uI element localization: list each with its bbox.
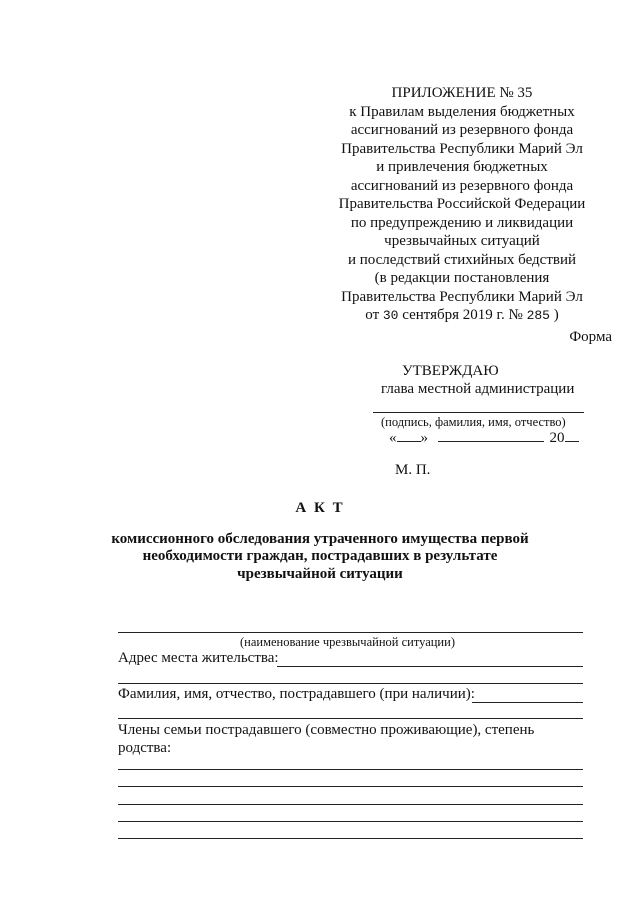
appendix-line: Правительства Республики Марий Эл	[341, 140, 583, 157]
appendix-line: чрезвычайных ситуаций	[384, 233, 540, 249]
name-label: Фамилия, имя, отчество, пострадавшего (при наличии):	[118, 686, 475, 702]
appendix-line: Правительства Российской Федерации	[338, 196, 586, 212]
appendix-line: по предупреждению и ликвидации	[350, 214, 574, 231]
signature-line[interactable]	[373, 412, 584, 413]
appendix-line: ассигнований из резервного фонда	[350, 122, 574, 138]
approval-date-line	[389, 430, 579, 447]
appendix-line: ассигнований из резервного фонда	[350, 177, 574, 194]
date-day: 30	[382, 308, 399, 323]
address-line[interactable]	[277, 666, 583, 667]
year-prefix: 20	[549, 430, 565, 446]
appendix-title: ПРИЛОЖЕНИЕ № 35	[391, 85, 533, 101]
approval-title: УТВЕРЖДАЮ	[402, 363, 499, 379]
act-subtitle-line: чрезвычайной ситуации	[237, 566, 403, 582]
family-label: Члены семьи пострадавшего (совместно проживающие), степень	[118, 722, 535, 738]
family-line[interactable]	[118, 769, 583, 770]
family-line[interactable]	[118, 821, 583, 822]
date-close-quote: »	[420, 430, 428, 446]
date-suffix: )	[553, 307, 559, 323]
date-day-blank[interactable]	[397, 441, 421, 442]
decree-number: 285	[526, 308, 550, 323]
name-line-2[interactable]	[118, 718, 583, 719]
family-label-line2: родства:	[118, 740, 172, 756]
date-month-blank[interactable]	[438, 441, 544, 442]
name-line[interactable]	[472, 702, 583, 703]
appendix-line: (в редакции постановления	[374, 270, 550, 286]
appendix-line: к Правилам выделения бюджетных	[349, 103, 575, 120]
seal-mark: М. П.	[395, 462, 431, 478]
address-line-2[interactable]	[118, 683, 583, 684]
date-month-year: сентября 2019 г. №	[402, 307, 523, 323]
family-line[interactable]	[118, 804, 583, 805]
act-subtitle-line: комиссионного обследования утраченного имущества первой	[111, 531, 529, 547]
date-prefix: от	[365, 307, 380, 323]
approval-role: глава местной администрации	[381, 381, 575, 397]
appendix-line: и привлечения бюджетных	[376, 159, 548, 175]
signature-caption: (подпись, фамилия, имя, отчество)	[381, 415, 566, 429]
appendix-line: Правительства Республики Марий Эл	[341, 288, 583, 305]
act-title: А К Т	[295, 500, 345, 516]
family-line[interactable]	[118, 838, 583, 839]
appendix-date-line	[320, 306, 604, 326]
year-blank[interactable]	[565, 441, 579, 442]
emergency-name-line[interactable]	[118, 632, 583, 633]
appendix-header	[320, 84, 604, 326]
address-label: Адрес места жительства:	[118, 650, 279, 666]
emergency-caption: (наименование чрезвычайной ситуации)	[240, 635, 455, 649]
date-open-quote: «	[389, 430, 397, 446]
form-label: Форма	[569, 329, 612, 345]
appendix-line: и последствий стихийных бедствий	[347, 251, 577, 268]
act-subtitle-line: необходимости граждан, пострадавших в результате	[142, 548, 498, 564]
family-line[interactable]	[118, 786, 583, 787]
